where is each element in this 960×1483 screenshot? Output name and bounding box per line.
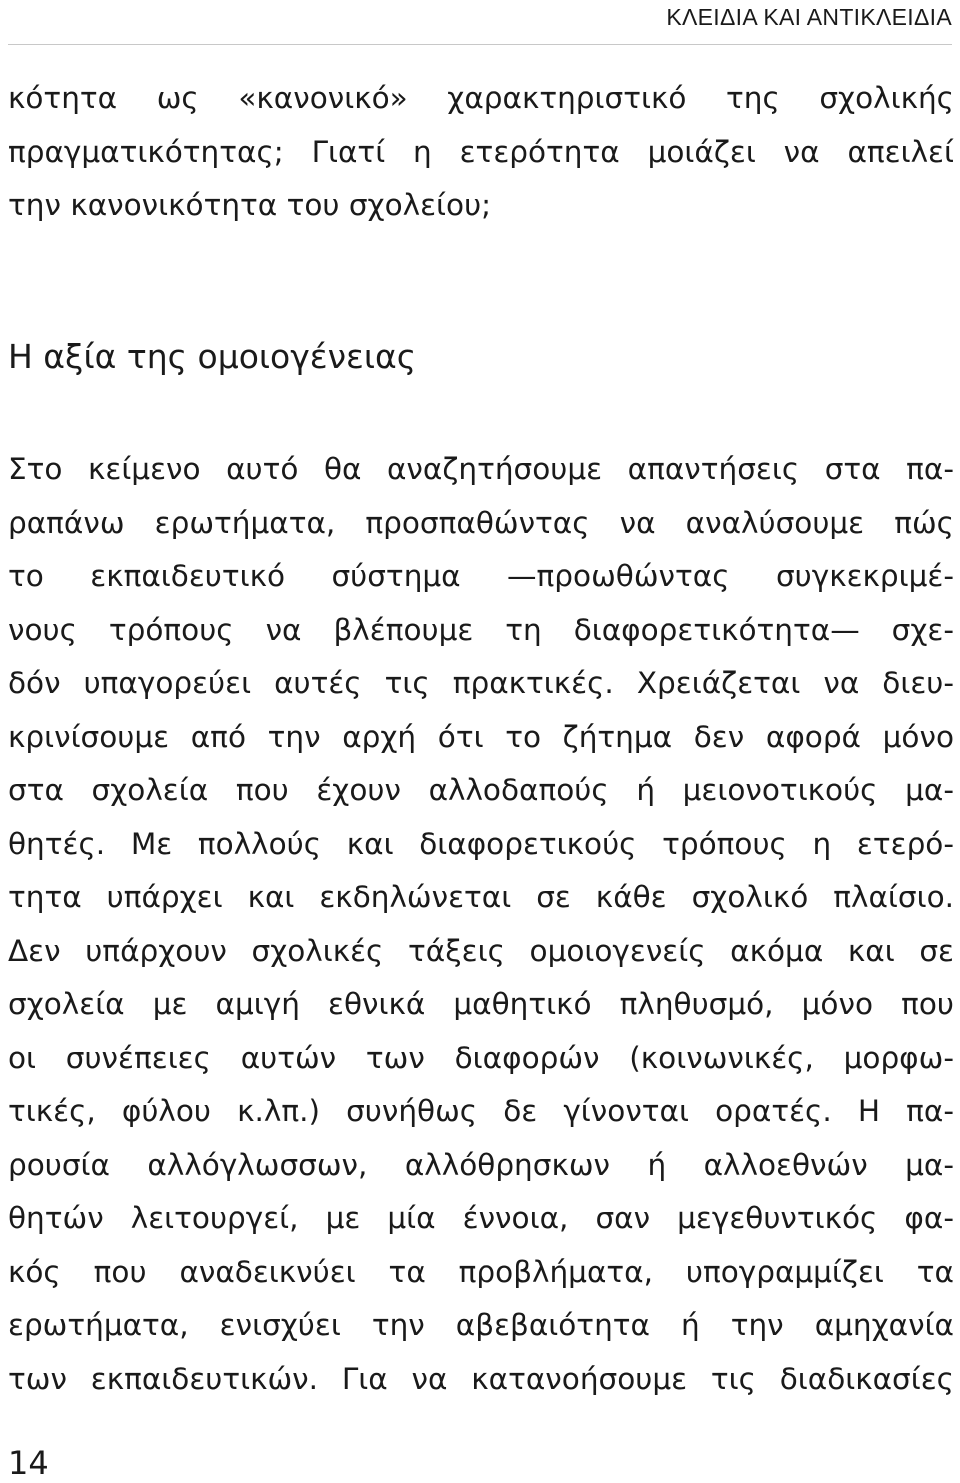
text-line: κότητα ως «κανονικό» χαρακτηριστικό της σχολικής	[8, 81, 954, 115]
intro-paragraph	[8, 72, 954, 233]
running-header: ΚΛΕΙΔΙΑ ΚΑΙ ΑΝΤΙΚΛΕΙΔΙΑ	[666, 4, 952, 30]
text-line: τικές, φύλου κ.λπ.) συνήθως δε γίνονται ορατές. Η πα-	[8, 1094, 954, 1128]
text-line: οι συνέπειες αυτών των διαφορών (κοινωνικές, μορφω-	[8, 1040, 954, 1075]
text-line: νους τρόπους να βλέπουμε τη διαφορετικότητα— σχε-	[8, 612, 954, 647]
text-line: στα σχολεία που έχουν αλλοδαπούς ή μειονοτικούς μα-	[8, 773, 954, 807]
section-heading: Η αξία της ομοιογένειας	[8, 337, 417, 376]
text-line: σχολεία με αμιγή εθνικά μαθητικό πληθυσμό, μόνο που	[8, 987, 954, 1021]
body-paragraph	[8, 443, 954, 1406]
text-line: πραγματικότητας; Γιατί η ετερότητα μοιάζει να απειλεί	[8, 134, 954, 169]
text-line: τητα υπάρχει και εκδηλώνεται σε κάθε σχολικό πλαίσιο.	[8, 880, 954, 914]
text-line: θητές. Με πολλούς και διαφορετικούς τρόπους η ετερό-	[8, 826, 954, 861]
text-line: το εκπαιδευτικό σύστημα —προωθώντας συγκεκριμέ-	[8, 559, 954, 593]
text-line: κός που αναδεικνύει τα προβλήματα, υπογραμμίζει τα	[8, 1254, 954, 1289]
text-line: κρινίσουμε από την αρχή ότι το ζήτημα δεν αφορά μόνο	[8, 719, 954, 754]
text-line: ραπάνω ερωτήματα, προσπαθώντας να αναλύσουμε πώς	[8, 505, 954, 540]
text-line: Στο κείμενο αυτό θα αναζητήσουμε απαντήσεις στα πα-	[8, 452, 954, 486]
text-line: ρουσία αλλόγλωσσων, αλλόθρησκων ή αλλοεθνών μα-	[8, 1147, 954, 1182]
text-line: Δεν υπάρχουν σχολικές τάξεις ομοιογενείς ακόμα και σε	[8, 933, 954, 968]
text-line: θητών λειτουργεί, με μία έννοια, σαν μεγεθυντικός φα-	[8, 1201, 954, 1235]
text-line: των εκπαιδευτικών. Για να κατανοήσουμε τις διαδικασίες	[8, 1361, 954, 1396]
header-divider	[8, 44, 952, 45]
text-line: ερωτήματα, ενισχύει την αβεβαιότητα ή την αμηχανία	[8, 1308, 954, 1342]
page-number: 14	[8, 1444, 49, 1482]
text-line: δόν υπαγορεύει αυτές τις πρακτικές. Χρειάζεται να διευ-	[8, 666, 954, 700]
text-line: την κανονικότητα του σχολείου;	[8, 188, 492, 222]
